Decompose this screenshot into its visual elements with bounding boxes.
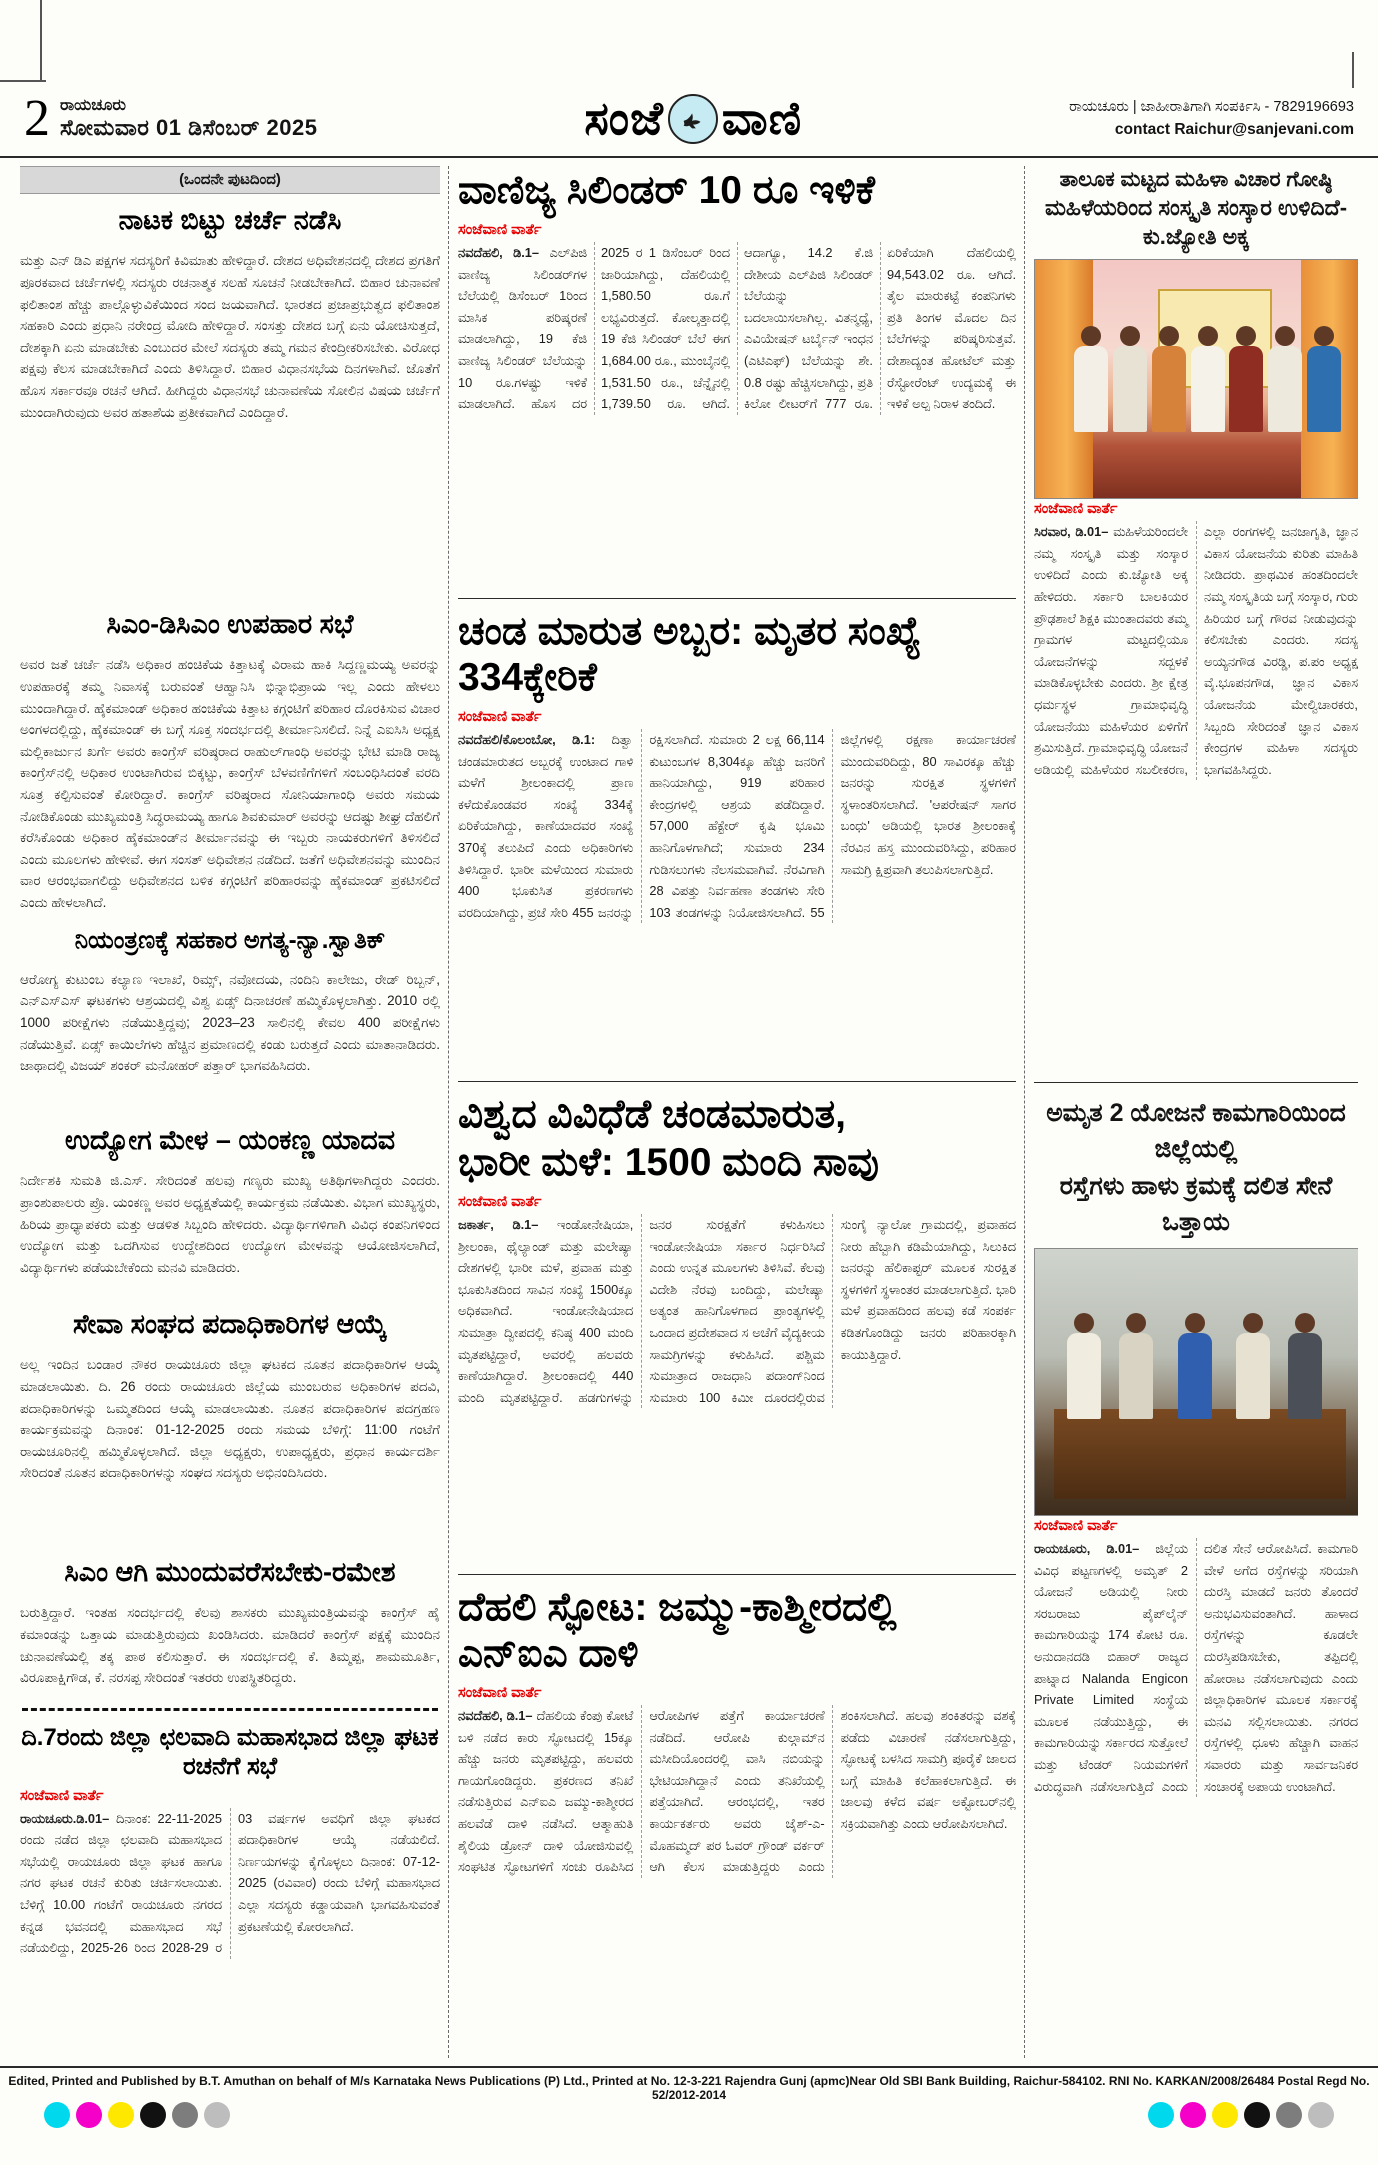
news-byline: ಸಂಜೆವಾಣಿ ವಾರ್ತೆ (20, 1787, 104, 1804)
article-body-text: ದಿನಾಂಕ: 22-11-2025 ರಂದು ನಡೆದ ಜಿಲ್ಲಾ ಛಲವಾದಿ ಮಹಾಸಭಾದ ಸಭೆಯಲ್ಲಿ ರಾಯಚೂರು ಜಿಲ್ಲಾ ಘಟಕ ಹಾಗೂ ನಗರ ಘಟಕ ರಚನೆ ಕುರಿತು ಚರ್ಚಿಸಲಾಯಿತು. ಬೆಳಿಗ್ಗೆ 10.00 ಗಂಟೆಗೆ ರಾಯಚೂರು ನಗರದ ಕನ್ನಡ ಭವನದಲ್ಲಿ ಮಹಾಸಭಾದ ಸಭೆ ನಡೆಯಲಿದ್ದು, 2025-26 ರಿಂದ 2028-29 ರ 03 ವರ್ಷಗಳ ಅವಧಿಗೆ ಜಿಲ್ಲಾ ಘಟಕದ ಪದಾಧಿಕಾರಿಗಳ ಆಯ್ಕೆ ನಡೆಯಲಿದೆ. ನಿರ್ಣಯಗಳನ್ನು ಕೈಗೊಳ್ಳಲು ದಿನಾಂಕ: 07-12-2025 (ರವಿವಾರ) ರಂದು ಬೆಳಿಗ್ಗೆ ಮಹಾಸಭಾದ ಎಲ್ಲಾ ಸದಸ್ಯರು ಕಡ್ಡಾಯವಾಗಿ ಭಾಗವಹಿಸುವಂತೆ ಪ್ರಕಟಣೆಯಲ್ಲಿ ಕೋರಲಾಗಿದೆ. (20, 1810, 440, 1956)
registration-dot (44, 2102, 70, 2128)
article-cm-dcm-upahara-sabhe (20, 604, 440, 922)
dashed-separator (22, 1708, 438, 1711)
registration-marks-right (1148, 2102, 1334, 2128)
article-udyoga-mela (20, 1120, 440, 1304)
registration-dot (76, 2102, 102, 2128)
section-rule (458, 1574, 1016, 1575)
article-headline: ಸಿಎಂ ಆಗಿ ಮುಂದುವರೆಸಬೇಕು-ರಮೇಶ (64, 1557, 396, 1587)
masthead (24, 86, 1354, 152)
page-number: 2 (24, 90, 50, 147)
trim-mark (40, 0, 42, 80)
article-dateline: ನವದೆಹಲಿ/ಕೊಲಂಬೋ, ಡಿ.1: (458, 732, 596, 748)
article-body: ಆರೋಗ್ಯ ಕುಟುಂಬ ಕಲ್ಯಾಣ ಇಲಾಖೆ, ರಿಮ್ಸ್, ನವೋದಯ, ನಂದಿನಿ ಕಾಲೇಜು, ರೇಡ್ ರಿಬ್ಬನ್, ಎನ್‌ಎಸ್‌ಎಸ್ ಘಟಕಗಳು ಆಶ್ರಯದಲ್ಲಿ ವಿಶ್ವ ಏಡ್ಸ್ ದಿನಾಚರಣೆ ಹಮ್ಮಿಕೊಳ್ಳಲಾಗಿತ್ತು. 2010 ರಲ್ಲಿ 1000 ಪರೀಕ್ಷೆಗಳು ನಡೆಯುತ್ತಿದ್ದವು; 2023–23 ಸಾಲಿನಲ್ಲಿ ಕೇವಲ 400 ಪರೀಕ್ಷೆಗಳು ನಡೆಯುತ್ತಿವೆ. ಏಡ್ಸ್ ಕಾಯಿಲೆಗಳು ಹೆಚ್ಚಿನ ಪ್ರಮಾಣದಲ್ಲಿ ಕಂಡು ಬರುತ್ತದೆ ಎಂದು ಮಾತಾನಾಡಿದರು. ಜಾಥಾದಲ್ಲಿ ವಿಜಯ್ ಶಂಕರ್ ಮನೋಹರ್ ಪತ್ತಾರ್ ಭಾಗವಹಿಸಿದರು. (20, 971, 440, 1074)
footer-rule (0, 2066, 1378, 2068)
article-chanda-maruta-abbara (458, 607, 1016, 1073)
registration-dot (1308, 2102, 1334, 2128)
article-headline-line1: ವಿಶ್ವದ ವಿವಿಧೆಡೆ ಚಂಡಮಾರುತ, (458, 1093, 846, 1136)
article-vanijya-cylinder (458, 166, 1016, 590)
photo-person-figure (1152, 346, 1186, 432)
article-body-text: ಜಿಲ್ಲೆಯ ವಿವಿಧ ಪಟ್ಟಣಗಳಲ್ಲಿ ಅಮೃತ್ 2 ಯೋಜನೆ ಅಡಿಯಲ್ಲಿ ನೀರು ಸರಬರಾಜು ಪೈಪ್‌ಲೈನ್ ಕಾಮಗಾರಿಯನ್ನು 174 ಕೋಟಿ ರೂ. ಅನುದಾನದಡಿ ಬಿಹಾರ್ ರಾಜ್ಯದ ಪಾಟ್ನಾದ Nalanda Engicon Private Limited ಸಂಸ್ಥೆಯ ಮೂಲಕ ನಡೆಯುತ್ತಿದ್ದು, ಈ ಕಾಮಗಾರಿಯನ್ನು ಸರ್ಕಾರದ ಸುತ್ತೋಲೆ ಮತ್ತು ಟೆಂಡರ್ ನಿಯಮಗಳಿಗೆ ವಿರುದ್ಧವಾಗಿ ನಡೆಸಲಾಗುತ್ತಿದೆ ಎಂದು ದಲಿತ ಸೇನೆ ಆರೋಪಿಸಿದೆ. ಕಾಮಗಾರಿ ವೇಳೆ ಅಗೆದ ರಸ್ತೆಗಳನ್ನು ಸರಿಯಾಗಿ ದುರಸ್ತಿ ಮಾಡದೆ ಜನರು ತೊಂದರೆ ಅನುಭವಿಸುವಂತಾಗಿದೆ. ಹಾಳಾದ ರಸ್ತೆಗಳನ್ನು ಕೂಡಲೇ ದುರಸ್ತಿಪಡಿಸಬೇಕು, ತಪ್ಪಿದಲ್ಲಿ ಹೋರಾಟ ನಡೆಸಲಾಗುವುದು ಎಂದು ಜಿಲ್ಲಾಧಿಕಾರಿಗಳ ಮೂಲಕ ಸರ್ಕಾರಕ್ಕೆ ಮನವಿ ಸಲ್ಲಿಸಲಾಯಿತು. ನಗರದ ರಸ್ತೆಗಳಲ್ಲಿ ಧೂಳು ಹೆಚ್ಚಾಗಿ ವಾಹನ ಸವಾರರು ಮತ್ತು ಸಾರ್ವಜನಿಕರ ಸಂಚಾರಕ್ಕೆ ಅಪಾಯ ಉಂಟಾಗಿದೆ. (1034, 1541, 1358, 1794)
dove-icon (668, 94, 718, 144)
article-dateline: ರಾಯಚೂರು, ಡಿ.01– (1034, 1541, 1140, 1556)
article-kicker: ತಾಲೂಕ ಮಟ್ಟದ ಮಹಿಳಾ ವಿಚಾರ ಗೋಷ್ಠಿ (1059, 168, 1333, 191)
newspaper-logo (584, 91, 802, 147)
news-byline: ಸಂಜೆವಾಣಿ ವಾರ್ತೆ (458, 1194, 542, 1211)
article-headline: ನಾಟಕ ಬಿಟ್ಟು ಚರ್ಚೆ ನಡೆಸಿ (118, 205, 342, 235)
article-body (458, 729, 1016, 923)
article-body (20, 1808, 440, 1959)
article-mahila-vichara-goshthi (1034, 166, 1358, 1074)
article-body-text: ಎಲ್‌ಪಿಜಿ ವಾಣಿಜ್ಯ ಸಿಲಿಂಡರ್‌ಗಳ ಬೆಲೆಯಲ್ಲಿ ಡಿಸೆಂಬರ್ 1ರಿಂದ ಮಾಸಿಕ ಪರಿಷ್ಕರಣೆ ಮಾಡಲಾಗಿದ್ದು, 19 ಕೆಜಿ ವಾಣಿಜ್ಯ ಸಿಲಿಂಡರ್ ಬೆಲೆಯನ್ನು 10 ರೂ.ಗಳಷ್ಟು ಇಳಿಕೆ ಮಾಡಲಾಗಿದೆ. ಹೊಸ ದರ 2025 ರ 1 ಡಿಸೆಂಬರ್ ರಿಂದ ಜಾರಿಯಾಗಿದ್ದು, ದೆಹಲಿಯಲ್ಲಿ 1,580.50 ರೂ.ಗೆ ಲಭ್ಯವಿರುತ್ತದೆ. ಕೋಲ್ಕತ್ತಾದಲ್ಲಿ 19 ಕೆಜಿ ಸಿಲಿಂಡರ್ ಬೆಲೆ ಈಗ 1,684.00 ರೂ., ಮುಂಬೈನಲ್ಲಿ 1,531.50 ರೂ., ಚೆನ್ನೈನಲ್ಲಿ 1,739.50 ರೂ. ಆಗಿದೆ. ಆದಾಗ್ಯೂ, 14.2 ಕೆ.ಜಿ ದೇಶೀಯ ಎಲ್‌ಪಿಜಿ ಸಿಲಿಂಡರ್ ಬೆಲೆಯನ್ನು ಬದಲಾಯಿಸಲಾಗಿಲ್ಲ. ವಿತನ್ಮಧ್ಯೆ, ಎವಿಯೇಷನ್ ಟರ್ಬೈನ್ ಇಂಧನ (ಎಟಿಎಫ್) ಬೆಲೆಯನ್ನು ಶೇ. 0.8 ರಷ್ಟು ಹೆಚ್ಚಿಸಲಾಗಿದ್ದು, ಪ್ರತಿ ಕಿಲೋ ಲೀಟರ್‌ಗೆ 777 ರೂ. ಏರಿಕೆಯಾಗಿ ದೆಹಲಿಯಲ್ಲಿ 94,543.02 ರೂ. ಆಗಿದೆ. ತೈಲ ಮಾರುಕಟ್ಟೆ ಕಂಪನಿಗಳು ಪ್ರತಿ ತಿಂಗಳ ಮೊದಲ ದಿನ ಬೆಲೆಗಳನ್ನು ಪರಿಷ್ಕರಿಸುತ್ತವೆ. ದೇಶಾದ್ಯಂತ ಹೋಟೆಲ್ ಮತ್ತು ರೆಸ್ಟೋರೆಂಟ್ ಉದ್ಯಮಕ್ಕೆ ಈ ಇಳಿಕೆ ಅಲ್ಪ ನಿರಾಳ ತಂದಿದೆ. (458, 245, 1016, 412)
article-dateline: ಸಿರವಾರ, ಡಿ.01– (1034, 524, 1109, 540)
article-chalavadi-mahasabha-sabhe (20, 1719, 440, 2058)
edition-name: ರಾಯಚೂರು (60, 97, 126, 114)
column-divider (448, 166, 450, 2058)
trim-mark (0, 80, 46, 82)
masthead-rule (0, 156, 1378, 158)
page-content (20, 166, 1358, 2058)
photo-person-figure (1191, 346, 1225, 432)
photo-person-figure (1288, 1333, 1322, 1419)
section-rule (458, 1081, 1016, 1082)
event-stage-photo (1034, 259, 1358, 499)
article-headline: ವಾಣಿಜ್ಯ ಸಿಲಿಂಡರ್ 10 ರೂ ಇಳಿಕೆ (458, 169, 875, 212)
article-headline-line1: ಅಮೃತ 2 ಯೋಜನೆ ಕಾಮಗಾರಿಯಿಂದ ಜಿಲ್ಲೆಯಲ್ಲಿ (1046, 1099, 1346, 1164)
article-body: ಬರುತ್ತಿದ್ದಾರೆ. ಇಂತಹ ಸಂದರ್ಭದಲ್ಲಿ ಕೆಲವು ಶಾಸಕರು ಮುಖ್ಯಮಂತ್ರಿಯವನ್ನು ಕಾಂಗ್ರೆಸ್ ಹೈ ಕಮಾಂಡನ್ನು ಒತ್ತಾಯ ಮಾಡುತ್ತಿರುವುದು ಖಂಡಿಸಿದರು. ಮಾಡಿದರೆ ಕಾಂಗ್ರೆಸ್ ಪಕ್ಷಕ್ಕೆ ಮುಂದಿನ ಚುನಾವಣೆಯಲ್ಲಿ ತಕ್ಕ ಪಾಠ ಕಲಿಸುತ್ತಾರೆ. ಈ ಸಂದರ್ಭದಲ್ಲಿ ಕೆ. ತಿಮ್ಮಪ್ಪ, ಶಾಮಮೂರ್ತಿ, ವಿರೂಪಾಕ್ಷಿಗೌಡ, ಕೆ. ನರಸಪ್ಪ ಸೇರಿದಂತೆ ಇತರರು ಉಪಸ್ಥಿತರಿದ್ದರು. (20, 1605, 440, 1686)
article-headline: ಸೇವಾ ಸಂಘದ ಪದಾಧಿಕಾರಿಗಳ ಆಯ್ಕೆ (73, 1309, 387, 1339)
news-byline: ಸಂಜೆವಾಣಿ ವಾರ್ತೆ (458, 1685, 542, 1702)
photo-person-figure (1236, 1333, 1270, 1419)
registration-dot (1276, 2102, 1302, 2128)
article-body: ನಿರ್ದೇಶಕಿ ಸುಮತಿ ಜಿ.ಎಸ್. ಸೇರಿದಂತೆ ಹಲವು ಗಣ್ಯರು ಮುಖ್ಯ ಅತಿಥಿಗಳಾಗಿದ್ದರು ಎಂದರು. ಪ್ರಾಂಶುಪಾಲರು ಪ್ರೊ. ಯಂಕಣ್ಣ ಅವರ ಅಧ್ಯಕ್ಷತೆಯಲ್ಲಿ ಕಾರ್ಯಕ್ರಮ ನಡೆಯಿತು. ವಿಭಾಗ ಮುಖ್ಯಸ್ಥರು, ಹಿರಿಯ ಪ್ರಾಧ್ಯಾಪಕರು ಮತ್ತು ಆಡಳಿತ ಸಿಬ್ಬಂದಿ ಹೇಳಿದರು. ವಿದ್ಯಾರ್ಥಿಗಳಿಗಾಗಿ ವಿವಿಧ ಕಂಪನಿಗಳಿಂದ ಉದ್ಯೋಗ ಮತ್ತು ಒದಗಿಸುವ ಉದ್ದೇಶದಿಂದ ಉದ್ಯೋಗ ಮೇಳವನ್ನು ಆಯೋಜಿಸಲಾಗಿದೆ, ವಿದ್ಯಾರ್ಥಿಗಳು ಪಡೆಯಬೇಕೆಂದು ಮನವಿ ಮಾಡಿದರು. (20, 1173, 440, 1275)
article-body-text: ದಿತ್ವಾ ಚಂಡಮಾರುತದ ಅಬ್ಬರಕ್ಕೆ ಉಂಟಾದ ಗಾಳಿ ಮಳೆಗೆ ಶ್ರೀಲಂಕಾದಲ್ಲಿ ಪ್ರಾಣ ಕಳೆದುಕೊಂಡವರ ಸಂಖ್ಯೆ 334ಕ್ಕೆ ಏರಿಕೆಯಾಗಿದ್ದು, ಕಾಣೆಯಾದವರ ಸಂಖ್ಯೆ 370ಕ್ಕೆ ತಲುಪಿದೆ ಎಂದು ಅಧಿಕಾರಿಗಳು ತಿಳಿಸಿದ್ದಾರೆ. ಭಾರೀ ಮಳೆಯಿಂದ ಸುಮಾರು 400 ಭೂಕುಸಿತ ಪ್ರಕರಣಗಳು ವರದಿಯಾಗಿದ್ದು, ಪ್ರಜೆ ಸೇರಿ 455 ಜನರನ್ನು ರಕ್ಷಿಸಲಾಗಿದೆ. ಸುಮಾರು 2 ಲಕ್ಷ 66,114 ಕುಟುಂಬಗಳ 8,304ಕ್ಕೂ ಹೆಚ್ಚು ಜನರಿಗೆ ಹಾನಿಯಾಗಿದ್ದು, 919 ಪರಿಹಾರ ಕೇಂದ್ರಗಳಲ್ಲಿ ಆಶ್ರಯ ಪಡೆದಿದ್ದಾರೆ. 57,000 ಹೆಕ್ಟೇರ್ ಕೃಷಿ ಭೂಮಿ ಹಾನಿಗೊಳಗಾಗಿದೆ; ಸುಮಾರು 234 ಗುಡಿಸಲುಗಳು ನೆಲಸಮವಾಗಿವೆ. ನೆರವಿಗಾಗಿ 28 ವಿಪತ್ತು ನಿರ್ವಹಣಾ ತಂಡಗಳು ಸೇರಿ 103 ತಂಡಗಳನ್ನು ನಿಯೋಜಿಸಲಾಗಿದೆ. 55 ಜಿಲ್ಲೆಗಳಲ್ಲಿ ರಕ್ಷಣಾ ಕಾರ್ಯಾಚರಣೆ ಮುಂದುವರಿದಿದ್ದು, 80 ಸಾವಿರಕ್ಕೂ ಹೆಚ್ಚು ಜನರನ್ನು ಸುರಕ್ಷಿತ ಸ್ಥಳಗಳಿಗೆ ಸ್ಥಳಾಂತರಿಸಲಾಗಿದೆ. 'ಆಪರೇಷನ್ ಸಾಗರ ಬಂಧು' ಅಡಿಯಲ್ಲಿ ಭಾರತ ಶ್ರೀಲಂಕಾಕ್ಕೆ ನೆರವಿನ ಹಸ್ತ ಮುಂದುವರಿಸಿದ್ದು, ಪರಿಹಾರ ಸಾಮಗ್ರಿ ಕ್ಷಿಪ್ರವಾಗಿ ತಲುಪಿಸಲಾಗುತ್ತಿದೆ. (458, 732, 1016, 920)
article-body (1034, 1538, 1358, 1797)
registration-dot (140, 2102, 166, 2128)
publication-date: ಸೋಮವಾರ 01 ಡಿಸೆಂಬರ್ 2025 (60, 115, 318, 140)
left-column (20, 166, 440, 2058)
article-delhi-sfota-nia-dali (458, 1583, 1016, 2058)
section-rule (1034, 1082, 1358, 1083)
article-body (458, 1214, 1016, 1408)
logo-text-right: ವಾಣಿ (721, 92, 803, 144)
right-column (1034, 166, 1358, 2058)
article-body: ಮತ್ತು ಎನ್ ಡಿಎ ಪಕ್ಷಗಳ ಸದಸ್ಯರಿಗೆ ಕಿವಿಮಾತು ಹೇಳಿದ್ದಾರೆ. ದೇಶದ ಅಧಿವೇಶನದಲ್ಲಿ ದೇಶದ ಪ್ರಗತಿಗೆ ಪೂರಕವಾದ ಚರ್ಚೆಗಳಲ್ಲಿ ಸದಸ್ಯರು ರಚನಾತ್ಮಕ ಸಲಹೆ ಸೂಚನೆ ನೀಡಬೇಕಾಗಿದೆ. ಬಿಹಾರ ಚುನಾವಣೆ ಫಲಿತಾಂಶ ಹೆಚ್ಚು ಪಾಲ್ಗೊಳ್ಳುವಿಕೆಯಿಂದ ಸಂದ ಜಯವಾಗಿದೆ. ಭಾರತದ ಪ್ರಜಾಪ್ರಭುತ್ವದ ಫಲಿತಾಂಶ ಸಹಕಾರಿ ಎಂದು ಪ್ರಧಾನಿ ನರೇಂದ್ರ ಮೋದಿ ಹೇಳಿದ್ದಾರೆ. ಸಂಸತ್ತು ದೇಶದ ಬಗ್ಗೆ ಏನು ಯೋಚಿಸುತ್ತದೆ, ದೇಶಕ್ಕಾಗಿ ಏನು ಮಾಡಬೇಕು ಎಂಬುದರ ಮೇಲೆ ಸದಸ್ಯರು ತಮ್ಮ ಗಮನ ಕೇಂದ್ರೀಕರಿಸಬೇಕು. ವಿರೋಧ ಪಕ್ಷವು ಕೆಲಸ ಮಾಡಬೇಕಾಗಿದೆ ಎಂದು ತಿಳಿಸಿದ್ದಾರೆ. ಬಿಹಾರ ವಿಧಾನಸಭೆಯ ದಿನಗಳಾಗಿವೆ. ಜೊತೆಗೆ ಹೊಸ ಸರ್ಕಾರವೂ ರಚನೆ ಆಗಿದೆ. ಹೀಗಿದ್ದರು ವಿಧಾನಸಭೆ ಚುನಾವಣೆಯ ಸೋಲಿನ ವಿಷಯ ಚರ್ಚೆಗೆ ಮುಂದಾಗಿರುವುದು ಅವರ ಹತಾಶೆಯ ಪ್ರತೀಕವಾಗಿದೆ ಎಂದಿದ್ದಾರೆ. (20, 253, 440, 420)
meeting-table (1054, 1409, 1346, 1499)
article-natak-bittu-charche (20, 200, 440, 604)
article-body (1034, 521, 1358, 780)
article-body-text: ಇಂಡೋನೇಷಿಯಾ, ಶ್ರೀಲಂಕಾ, ಥೈಲ್ಯಾಂಡ್ ಮತ್ತು ಮಲೇಷ್ಯಾ ದೇಶಗಳಲ್ಲಿ ಭಾರೀ ಮಳೆ, ಪ್ರವಾಹ ಮತ್ತು ಭೂಕುಸಿತದಿಂದ ಸಾವಿನ ಸಂಖ್ಯೆ 1500ಕ್ಕೂ ಅಧಿಕವಾಗಿದೆ. ಇಂಡೋನೇಷಿಯಾದ ಸುಮಾತ್ರಾ ದ್ವೀಪದಲ್ಲಿ ಕನಿಷ್ಠ 400 ಮಂದಿ ಮೃತಪಟ್ಟಿದ್ದಾರೆ, ಅವರಲ್ಲಿ ಹಲವರು ಕಾಣೆಯಾಗಿದ್ದಾರೆ. ಶ್ರೀಲಂಕಾದಲ್ಲಿ 440 ಮಂದಿ ಮೃತಪಟ್ಟಿದ್ದಾರೆ. ಹಡಗುಗಳನ್ನು ಜನರ ಸುರಕ್ಷತೆಗೆ ಕಳುಹಿಸಲು ಇಂಡೋನೇಷಿಯಾ ಸರ್ಕಾರ ನಿರ್ಧರಿಸಿದೆ ಎಂದು ಉನ್ನತ ಮೂಲಗಳು ತಿಳಿಸಿವೆ. ಕೆಲವು ವಿದೇಶಿ ನೆರವು ಬಂದಿದ್ದು, ಮಲೇಷ್ಯಾ ಅತ್ಯಂತ ಹಾನಿಗೊಳಗಾದ ಪ್ರಾಂತ್ಯಗಳಲ್ಲಿ ಒಂದಾದ ಪ್ರದೇಶವಾದ ಸ ಅಚೆಗೆ ವೈದ್ಯಕೀಯ ಸಾಮಗ್ರಿಗಳನ್ನು ಕಳುಹಿಸಿದೆ. ಪಶ್ಚಿಮ ಸುಮಾತ್ರಾದ ರಾಜಧಾನಿ ಪದಾಂಗ್‌ನಿಂದ ಸುಮಾರು 100 ಕಿಮೀ ದೂರದಲ್ಲಿರುವ ಸುಂಗೈ ನ್ಯಾಲೋ ಗ್ರಾಮದಲ್ಲಿ, ಪ್ರವಾಹದ ನೀರು ಹೆಬ್ಬಾಗಿ ಕಡಿಮೆಯಾಗಿದ್ದು, ಸಿಲುಕಿದ ಜನರನ್ನು ಹೆಲಿಕಾಪ್ಟರ್ ಮೂಲಕ ಸುರಕ್ಷಿತ ಸ್ಥಳಗಳಿಗೆ ಸ್ಥಳಾಂತರ ಮಾಡಲಾಗುತ್ತಿದೆ. ಭಾರಿ ಮಳೆ ಪ್ರವಾಹದಿಂದ ಹಲವು ಕಡೆ ಸಂಪರ್ಕ ಕಡಿತಗೊಂಡಿದ್ದು ಜನರು ಪರಿಹಾರಕ್ಕಾಗಿ ಕಾಯುತ್ತಿದ್ದಾರೆ. (458, 1217, 1016, 1405)
advert-contact-line: ರಾಯಚೂರು | ಜಾಹೀರಾತಿಗಾಗಿ ಸಂಪರ್ಕಿಸಿ - 7829196693 (1069, 98, 1354, 115)
article-headline: ದಿ.7ರಂದು ಜಿಲ್ಲಾ ಛಲವಾದಿ ಮಹಾಸಭಾದ ಜಿಲ್ಲಾ ಘಟಕ ರಚನೆಗೆ ಸಭೆ (21, 1724, 439, 1781)
article-headline: ದೆಹಲಿ ಸ್ಫೋಟ: ಜಮ್ಮು-ಕಾಶ್ಮೀರದಲ್ಲಿ ಎನ್ಐಎ ದಾಳಿ (458, 1586, 897, 1676)
registration-dot (1148, 2102, 1174, 2128)
registration-dot (1212, 2102, 1238, 2128)
photo-person-figure (1113, 346, 1147, 432)
masthead-contact (1069, 97, 1354, 142)
article-seva-sanghada-padadhikarigala (20, 1304, 440, 1552)
middle-column (458, 166, 1016, 2058)
photo-person-figure (1074, 346, 1108, 432)
news-byline: ಸಂಜೆವಾಣಿ ವಾರ್ತೆ (1034, 1518, 1118, 1534)
article-headline: ಮಹಿಳೆಯರಿಂದ ಸಂಸ್ಕೃತಿ ಸಂಸ್ಕಾರ ಉಳಿದಿದೆ-ಕು.ಜ್ಯೋತಿ ಅಕ್ಕ (1044, 195, 1348, 249)
meeting-room-photo (1034, 1248, 1358, 1516)
article-body-text: ದೆಹಲಿಯ ಕೆಂಪು ಕೋಟೆ ಬಳಿ ನಡೆದ ಕಾರು ಸ್ಫೋಟದಲ್ಲಿ 15ಕ್ಕೂ ಹೆಚ್ಚು ಜನರು ಮೃತಪಟ್ಟಿದ್ದು, ಹಲವರು ಗಾಯಗೊಂಡಿದ್ದರು. ಪ್ರಕರಣದ ತನಿಖೆ ನಡೆಸುತ್ತಿರುವ ಎನ್‌ಐಎ ಜಮ್ಮು-ಕಾಶ್ಮೀರದ ಹಲವೆಡೆ ದಾಳಿ ನಡೆಸಿದೆ. ಆತ್ಮಾಹುತಿ ಶೈಲಿಯ ಡ್ರೋನ್ ದಾಳಿ ಯೋಜಿಸುವಲ್ಲಿ ಸಂಘಟಿತ ಸ್ಫೋಟಗಳಿಗೆ ಸಂಚು ರೂಪಿಸಿದ ಆರೋಪಿಗಳ ಪತ್ತೆಗೆ ಕಾರ್ಯಾಚರಣೆ ನಡೆದಿದೆ. ಆರೋಪಿ ಕುಲ್ಗಾಮ್‌ನ ಮಸೀದಿಯೊಂದರಲ್ಲಿ ವಾಸಿ ನಬಿಯನ್ನು ಭೇಟಿಯಾಗಿದ್ದಾನೆ ಎಂದು ತನಿಖೆಯಲ್ಲಿ ಪತ್ತೆಯಾಗಿದೆ. ಆರಂಭದಲ್ಲಿ, ಇತರ ಕಾರ್ಯಕರ್ತರು ಅವರು ಜೈಶ್-ಎ-ಮೊಹಮ್ಮದ್ ಪರ ಓವರ್ ಗ್ರೌಂಡ್ ವರ್ಕರ್ ಆಗಿ ಕೆಲಸ ಮಾಡುತ್ತಿದ್ದರು ಎಂದು ಶಂಕಿಸಲಾಗಿದೆ. ಹಲವು ಶಂಕಿತರನ್ನು ವಶಕ್ಕೆ ಪಡೆದು ವಿಚಾರಣೆ ನಡೆಸಲಾಗುತ್ತಿದ್ದು, ಸ್ಫೋಟಕ್ಕೆ ಬಳಸಿದ ಸಾಮಗ್ರಿ ಪೂರೈಕೆ ಜಾಲದ ಬಗ್ಗೆ ಮಾಹಿತಿ ಕಲೆಹಾಕಲಾಗುತ್ತಿದೆ. ಈ ಜಾಲವು ಕಳೆದ ವರ್ಷ ಅಕ್ಟೋಬರ್‌ನಲ್ಲಿ ಸಕ್ರಿಯವಾಗಿತ್ತು ಎಂದು ಆರೋಪಿಸಲಾಗಿದೆ. (458, 1708, 1016, 1875)
photo-person-figure (1119, 1333, 1153, 1419)
photo-person-figure (1268, 346, 1302, 432)
contact-email: contact Raichur@sanjevani.com (1114, 121, 1354, 139)
photo-person-figure (1307, 346, 1341, 432)
article-dateline: ರಾಯಚೂರು.ಡಿ.01– (20, 1810, 110, 1826)
article-headline: ಉದ್ಯೋಗ ಮೇಳ – ಯಂಕಣ್ಣ ಯಾದವ (64, 1125, 396, 1155)
photo-person-figure (1229, 346, 1263, 432)
article-body: ಅವರ ಜತೆ ಚರ್ಚೆ ನಡೆಸಿ ಅಧಿಕಾರ ಹಂಚಿಕೆಯ ಕಿತ್ತಾಟಕ್ಕೆ ವಿರಾಮ ಹಾಕಿ ಸಿದ್ದಣ್ಣಮಯ್ಯ ಅವರನ್ನು ಉಪಹಾರಕ್ಕೆ ತಮ್ಮ ನಿವಾಸಕ್ಕೆ ಬರುವಂತೆ ಆಹ್ವಾನಿಸಿ ಭಿನ್ನಾಭಿಪ್ರಾಯ ಇಲ್ಲ ಎಂದು ಹೇಳಲು ಮುಂದಾಗಿದ್ದಾರೆ. ಹೈಕಮಾಂಡ್ ಅಧಿಕಾರ ಹಂಚಿಕೆಯ ಕಿತ್ತಾಟ ಕಗ್ಗಂಟಿಗೆ ಪರಿಹಾರ ದೊರಕಿಸುವ ವಿಚಾರ ಅಂಗಳದಲ್ಲಿದ್ದು, ಹೈಕಮಾಂಡ್ ಈ ಬಗ್ಗೆ ಸೂಕ್ತ ಸಂದರ್ಭದಲ್ಲಿ ತೀರ್ಮಾನಿಸಲಿದೆ. ನಿನ್ನೆ ಎಐಸಿಸಿ ಅಧ್ಯಕ್ಷ ಮಲ್ಲಿಕಾರ್ಜುನ ಖರ್ಗೆ ಅವರು ಕಾಂಗ್ರೆಸ್ ವರಿಷ್ಠರಾದ ರಾಹುಲ್‌ಗಾಂಧಿ ಅವರನ್ನು ಭೇಟಿ ಮಾಡಿ ರಾಜ್ಯ ಕಾಂಗ್ರೆಸ್‌ನಲ್ಲಿ ಅಧಿಕಾರ ಉಂಟಾಗಿರುವ ಬಿಕ್ಕಟ್ಟು, ಕಾಂಗ್ರೆಸ್ ಬೆಳವಣಿಗೆಗಳಿಗೆ ಸಂಬಂಧಿಸಿದಂತೆ ವರದಿ ಸೂತ್ರ ಕಲ್ಪಿಸುವಂತೆ ಕೋರಿದ್ದಾರೆ. ಕಾಂಗ್ರೆಸ್ ವರಿಷ್ಠರಾದ ಸೋನಿಯಾಗಾಂಧಿ ಅವರು ಸಮಯ ನೋಡಿಕೊಂಡು ಮುಖ್ಯಮಂತ್ರಿ ಸಿದ್ಧರಾಮಯ್ಯ ಹಾಗೂ ಶಿವಕುಮಾರ್ ಅವರನ್ನು ಆದಷ್ಟು ಶೀಘ್ರ ದೆಹಲಿಗೆ ಕರೆಸಿಕೊಂಡು ಅಧಿಕಾರ ಹೈಕಮಾಂಡ್‌ನ ತೀರ್ಮಾನವನ್ನು ಈ ಇಬ್ಬರು ನಾಯಕರುಗಳಿಗೆ ತಿಳಿಸಲಿದೆ ಎಂದು ಮೂಲಗಳು ಹೇಳೀವೆ. ಈಗ ಸಂಸತ್ ಅಧಿವೇಶನ ನಡೆದಿದೆ. ಜತೆಗೆ ಅಧಿವೇಶನವನ್ನು ಮುಂದಿನ ವಾರ ಆರಂಭವಾಗಲಿದ್ದು ಅಧಿವೇಶನದ ಬಳಿಕ ಕಗ್ಗಂಟಿಗೆ ಪರಿಹಾರವನ್ನು ಹೈಕಮಾಂಡ್ ಪ್ರಕಟಿಸಲಿದೆ ಎಂದು ಹೇಳಲಾಗಿದೆ. (20, 657, 440, 910)
trim-mark (1352, 52, 1354, 88)
logo-text-left: ಸಂಜೆ (584, 92, 664, 144)
news-byline: ಸಂಜೆವಾಣಿ ವಾರ್ತೆ (458, 709, 542, 726)
photo-person-figure (1067, 1333, 1101, 1419)
imprint-line: Edited, Printed and Published by B.T. Amuthan on behalf of M/s Karnataka News Publications (P) Ltd., Printed at No. 12-3-221 Rajendra Gunj (apmc)Near Old SBI Bank Building, Raichur-584102. RNI No. KARKAN/2008/26484 Postal Regd No. 52/2012-2014 (8, 2074, 1370, 2102)
registration-dot (1244, 2102, 1270, 2128)
article-headline-line2: ಭಾರೀ ಮಳೆ: 1500 ಮಂದಿ ಸಾವು (458, 1141, 879, 1185)
registration-dot (108, 2102, 134, 2128)
article-headline-line2: ರಸ್ತೆಗಳು ಹಾಳು ಕ್ರಮಕ್ಕೆ ದಲಿತ ಸೇನೆ ಒತ್ತಾಯ (1059, 1171, 1333, 1236)
registration-dot (204, 2102, 230, 2128)
news-byline: ಸಂಜೆವಾಣಿ ವಾರ್ತೆ (458, 222, 542, 239)
article-body (458, 1705, 1016, 1878)
article-dateline: ನವದೆಹಲಿ, ಡಿ.1– (458, 1708, 533, 1724)
section-rule (458, 598, 1016, 599)
article-vishwada-vividede-chandamaruta (458, 1090, 1016, 1566)
article-dateline: ನವದೆಹಲಿ, ಡಿ.1– (458, 245, 540, 261)
article-body: ಅಲ್ಲ ಇಂದಿನ ಬಂಡಾರ ನೌಕರ ರಾಯಚೂರು ಜಿಲ್ಲಾ ಘಟಕದ ನೂತನ ಪದಾಧಿಕಾರಿಗಳ ಆಯ್ಕೆ ಮಾಡಲಾಯಿತು. ದಿ. 26 ರಂದು ರಾಯಚೂರು ಜಿಲ್ಲೆಯ ಮುಂಬರುವ ಅಧಿಕಾರಿಗಳ ಪದವಿ, ಪದಾಧಿಕಾರಿಗಳನ್ನು ಒಮ್ಮತದಿಂದ ಆಯ್ಕೆ ಮಾಡಲಾಯಿತು. ನೂತನ ಪದಾಧಿಕಾರಿಗಳ ಪದಗ್ರಹಣ ಕಾರ್ಯಕ್ರಮವನ್ನು ದಿನಾಂಕ: 01-12-2025 ರಂದು ಸಮಯ ಬೆಳಿಗ್ಗೆ: 11:00 ಗಂಟೆಗೆ ರಾಯಚೂರಿನಲ್ಲಿ ಹಮ್ಮಿಕೊಳ್ಳಲಾಗಿದೆ. ಜಿಲ್ಲಾ ಅಧ್ಯಕ್ಷರು, ಉಪಾಧ್ಯಕ್ಷರು, ಪ್ರಧಾನ ಕಾರ್ಯದರ್ಶಿ ಸೇರಿದಂತೆ ನೂತನ ಪದಾಧಿಕಾರಿಗಳನ್ನು ಸಂಘದ ಸದಸ್ಯರು ಅಭಿನಂದಿಸಿದರು. (20, 1357, 440, 1481)
registration-dot (1180, 2102, 1206, 2128)
continued-from-page-one-tag: (ಒಂದನೇ ಪುಟದಿಂದ) (20, 166, 440, 194)
article-headline: ಚಂಡ ಮಾರುತ ಅಬ್ಬರ: ಮೃತರ ಸಂಖ್ಯೆ 334ಕ್ಕೇರಿಕೆ (458, 610, 922, 700)
column-divider (1024, 166, 1026, 2058)
article-niyantranakke-sahakara (20, 922, 440, 1120)
article-dateline: ಜಕಾರ್ತ, ಡಿ.1– (458, 1217, 539, 1233)
article-amruta-yojane-raste-halu (1034, 1091, 1358, 2058)
article-headline: ನಿಯಂತ್ರಣಕ್ಕೆ ಸಹಕಾರ ಅಗತ್ಯ-ನ್ಯಾ.ಸ್ವಾತಿಕ್ (74, 927, 386, 954)
news-byline: ಸಂಜೆವಾಣಿ ವಾರ್ತೆ (1034, 501, 1118, 518)
article-body (458, 242, 1016, 415)
registration-dot (172, 2102, 198, 2128)
masthead-edition-block (24, 90, 318, 147)
registration-marks-left (44, 2102, 230, 2128)
photo-person-figure (1178, 1333, 1212, 1419)
article-cm-agi-munduvaresabeku (20, 1552, 440, 1698)
article-headline: ಸಿಎಂ-ಡಿಸಿಎಂ ಉಪಹಾರ ಸಭೆ (106, 609, 354, 639)
article-body-text: ಮಹಿಳೆಯರಿಂದಲೇ ನಮ್ಮ ಸಂಸ್ಕೃತಿ ಮತ್ತು ಸಂಸ್ಕಾರ ಉಳಿದಿದೆ ಎಂದು ಕು.ಜ್ಯೋತಿ ಅಕ್ಕ ಹೇಳಿದರು. ಸರ್ಕಾರಿ ಬಾಲಕಿಯರ ಪ್ರೌಢಶಾಲೆ ಶಿಕ್ಷಕಿ ಮುಂತಾದವರು ತಮ್ಮ ಗ್ರಾಮಗಳ ಮಟ್ಟದಲ್ಲಿಯೂ ಯೋಜನೆಗಳನ್ನು ಸದ್ಬಳಕೆ ಮಾಡಿಕೊಳ್ಳಬೇಕು ಎಂದರು. ಶ್ರೀ ಕ್ಷೇತ್ರ ಧರ್ಮಸ್ಥಳ ಗ್ರಾಮಾಭಿವೃದ್ಧಿ ಯೋಜನೆಯು ಮಹಿಳೆಯರ ಏಳಿಗೆಗೆ ಶ್ರಮಿಸುತ್ತಿದೆ. ಗ್ರಾಮಾಭಿವೃದ್ಧಿ ಯೋಜನೆ ಅಡಿಯಲ್ಲಿ ಮಹಿಳೆಯರ ಸಬಲೀಕರಣ, ಎಲ್ಲಾ ರಂಗಗಳಲ್ಲಿ ಜನಜಾಗೃತಿ, ಜ್ಞಾನ ವಿಕಾಸ ಯೋಜನೆಯ ಕುರಿತು ಮಾಹಿತಿ ನೀಡಿದರು. ಪ್ರಾಥಮಿಕ ಹಂತದಿಂದಲೇ ನಮ್ಮ ಸಂಸ್ಕೃತಿಯ ಬಗ್ಗೆ ಸಂಸ್ಕಾರ, ಗುರು ಹಿರಿಯರ ಬಗ್ಗೆ ಗೌರವ ನೀಡುವುದನ್ನು ಕಲಿಸಬೇಕು ಎಂದರು. ಸದಸ್ಯ ಅಯ್ಯನಗೌಡ ವಿರಡ್ಡಿ, ಪ.ಪಂ ಅಧ್ಯಕ್ಷ ವೈ.ಭೂಪನಗೌಡ, ಜ್ಞಾನ ವಿಕಾಸ ಯೋಜನೆಯ ಮೇಲ್ವಿಚಾರಕರು, ಸಿಬ್ಬಂದಿ ಸೇರಿದಂತೆ ಜ್ಞಾನ ವಿಕಾಸ ಕೇಂದ್ರಗಳ ಮಹಿಳಾ ಸದಸ್ಯರು ಭಾಗವಹಿಸಿದ್ದರು. (1034, 524, 1358, 777)
